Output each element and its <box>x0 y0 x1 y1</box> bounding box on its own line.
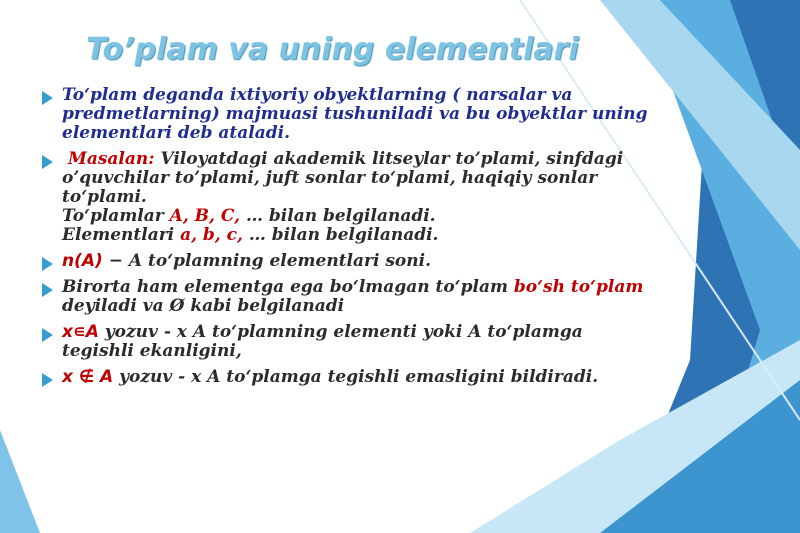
example-line-3: to‘plami. <box>62 187 147 207</box>
bullet-empty-set <box>42 278 682 316</box>
empty-set-line-2: deyiladi va Ø kabi belgilanadi <box>62 296 345 316</box>
membership-line-2: tegishli ekanligini, <box>62 341 242 361</box>
slide-title: To’plam va uning elementlari <box>86 32 579 67</box>
definition-line-2: predmetlarning) majmuasi tushuniladi va bu obyektlar uning <box>62 104 648 124</box>
bullet-membership <box>42 323 682 361</box>
bullet-marker-icon <box>42 155 53 169</box>
empty-set-term: bo‘sh to‘plam <box>513 277 644 297</box>
cardinality-text: − A to‘plamning elementlari soni. <box>108 251 432 271</box>
elements-symbols: a, b, c, <box>180 225 243 245</box>
elements-prefix: Elementlari <box>62 225 175 245</box>
empty-set-line-1: Birorta ham elementga ega bo‘lmagan to‘plam <box>62 277 508 297</box>
bullet-definition <box>42 86 682 143</box>
definition-line-1: To‘plam deganda ixtiyoriy obyektlarning ( narsalar va <box>62 85 573 105</box>
decor-shape-left <box>0 430 40 533</box>
bullet-non-membership <box>42 368 682 387</box>
sets-suffix: … bilan belgilanadi. <box>245 206 436 226</box>
definition-line-3: elementlari deb ataladi. <box>62 123 291 143</box>
bullet-cardinality <box>42 252 682 271</box>
elements-suffix: … bilan belgilanadi. <box>248 225 439 245</box>
bullet-marker-icon <box>42 91 53 105</box>
sets-prefix: To‘plamlar <box>62 206 164 226</box>
cardinality-math: n(A) <box>62 251 103 271</box>
bullet-marker-icon <box>42 257 53 271</box>
membership-math: x∊A <box>62 322 99 342</box>
bullet-list <box>42 86 682 394</box>
membership-line-1: yozuv - x A to‘plamning elementi yoki A to‘plamga <box>104 322 583 342</box>
non-membership-text: yozuv - x A to‘plamga tegishli emasligini bildiradi. <box>119 367 599 387</box>
non-membership-math: x ∉ A <box>62 367 114 387</box>
bullet-marker-icon <box>42 328 53 342</box>
bullet-example <box>42 150 682 245</box>
bullet-marker-icon <box>42 283 53 297</box>
example-line-1: Viloyatdagi akademik litseylar to’plami, sinfdagi <box>160 149 624 169</box>
example-label: Masalan: <box>68 149 155 169</box>
sets-symbols: A, B, C, <box>169 206 241 226</box>
example-line-2: o’quvchilar to’plami, juft sonlar to‘plami, haqiqiy sonlar <box>62 168 598 188</box>
bullet-marker-icon <box>42 373 53 387</box>
